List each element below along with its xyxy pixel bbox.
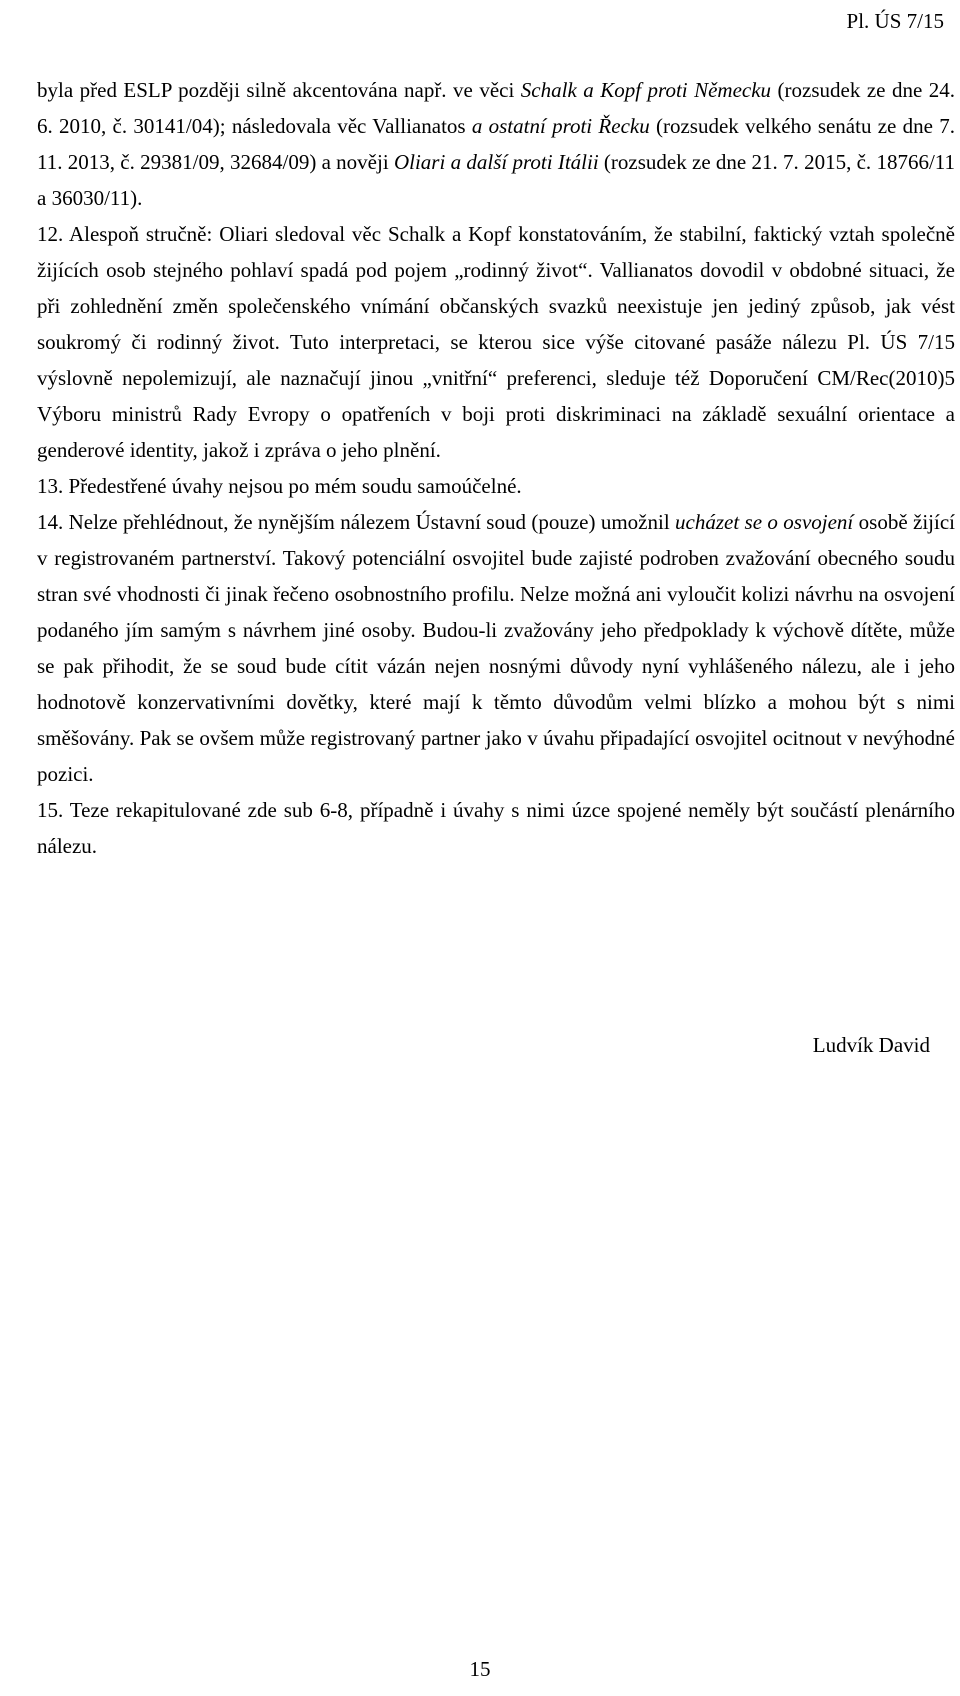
signature-name: Ludvík David bbox=[812, 1033, 930, 1057]
paragraph-15 bbox=[37, 792, 955, 864]
paragraph-12 bbox=[37, 216, 955, 468]
text-run: 14. Nelze přehlédnout, že nynějším nálezem Ústavní soud (pouze) umožnil bbox=[37, 510, 676, 534]
text-run: (rozsudek velkého senátu ze dne 7. 11. 2013, č. 29381/09, 32684/09) a nověji bbox=[37, 114, 956, 174]
text-run: 12. Alespoň stručně: Oliari sledoval věc Schalk a Kopf konstatováním, že stabilní, faktický vztah společně žijících osob stejného pohlaví spadá pod pojem „rodinný život“. Vallianatos dovodil v obdobné situaci, že při zohlednění změn společenského vnímání občanských svazků neexistuje jen jediný způsob, jak vést soukromý či rodinný život. Tuto interpretaci, se kterou sice výše citované pasáže nálezu Pl. ÚS 7/15 výslovně nepolemizují, ale naznačují jinou „vnitřní“ preferenci, sleduje též Doporučení CM/Rec(2010)5 Výboru ministrů Rady Evropy o opatřeních v boji proti diskriminaci na základě sexuální orientace a genderové identity, jakož i zpráva o jeho plnění. bbox=[37, 222, 955, 462]
italic-text-run: ucházet se o osvojení bbox=[675, 510, 854, 534]
paragraph-13 bbox=[37, 468, 955, 504]
page-number: 15 bbox=[469, 1657, 491, 1681]
text-run: 13. Předestřené úvahy nejsou po mém soudu samoúčelné. bbox=[37, 474, 522, 498]
text-run: (rozsudek ze dne 24. 6. 2010, č. 30141/04); následovala věc Vallianatos bbox=[37, 78, 955, 138]
paragraph-14 bbox=[37, 504, 955, 792]
text-run: osobě žijící v registrovaném partnerství. Takový potenciální osvojitel bude zajisté podroben zvažování obecného soudu stran své vhodnosti či jinak řečeno osobnostního profilu. Nelze možná ani vyloučit kolizi návrhu na osvojení podaného jím samým s návrhem jiné osoby. Budou-li zvažovány jeho předpoklady k výchově dítěte, může se pak přihodit, že se soud bude cítit vázán nejen nosnými důvody nyní vyhlášeného nálezu, ale i jeho hodnotově konzervativními dovětky, které mají k těmto důvodům velmi blízko a mohou být s nimi směšovány. Pak se ovšem může registrovaný partner jako v úvahu připadající osvojitel ocitnout v nevýhodné pozici. bbox=[37, 510, 955, 786]
page-header-reference: Pl. ÚS 7/15 bbox=[846, 9, 944, 33]
italic-text-run: Schalk a Kopf proti Německu bbox=[520, 78, 772, 102]
document-body bbox=[37, 72, 955, 864]
text-run: byla před ESLP později silně akcentována např. ve věci bbox=[37, 78, 521, 102]
text-run: (rozsudek ze dne 21. 7. 2015, č. 18766/11 a 36030/11). bbox=[37, 150, 956, 210]
italic-text-run: a ostatní proti Řecku bbox=[471, 114, 650, 138]
text-run: 15. Teze rekapitulované zde sub 6-8, případně i úvahy s nimi úzce spojené neměly být součástí plenárního nálezu. bbox=[37, 798, 955, 858]
paragraph-continuation bbox=[37, 72, 955, 216]
italic-text-run: Oliari a další proti Itálii bbox=[393, 150, 599, 174]
